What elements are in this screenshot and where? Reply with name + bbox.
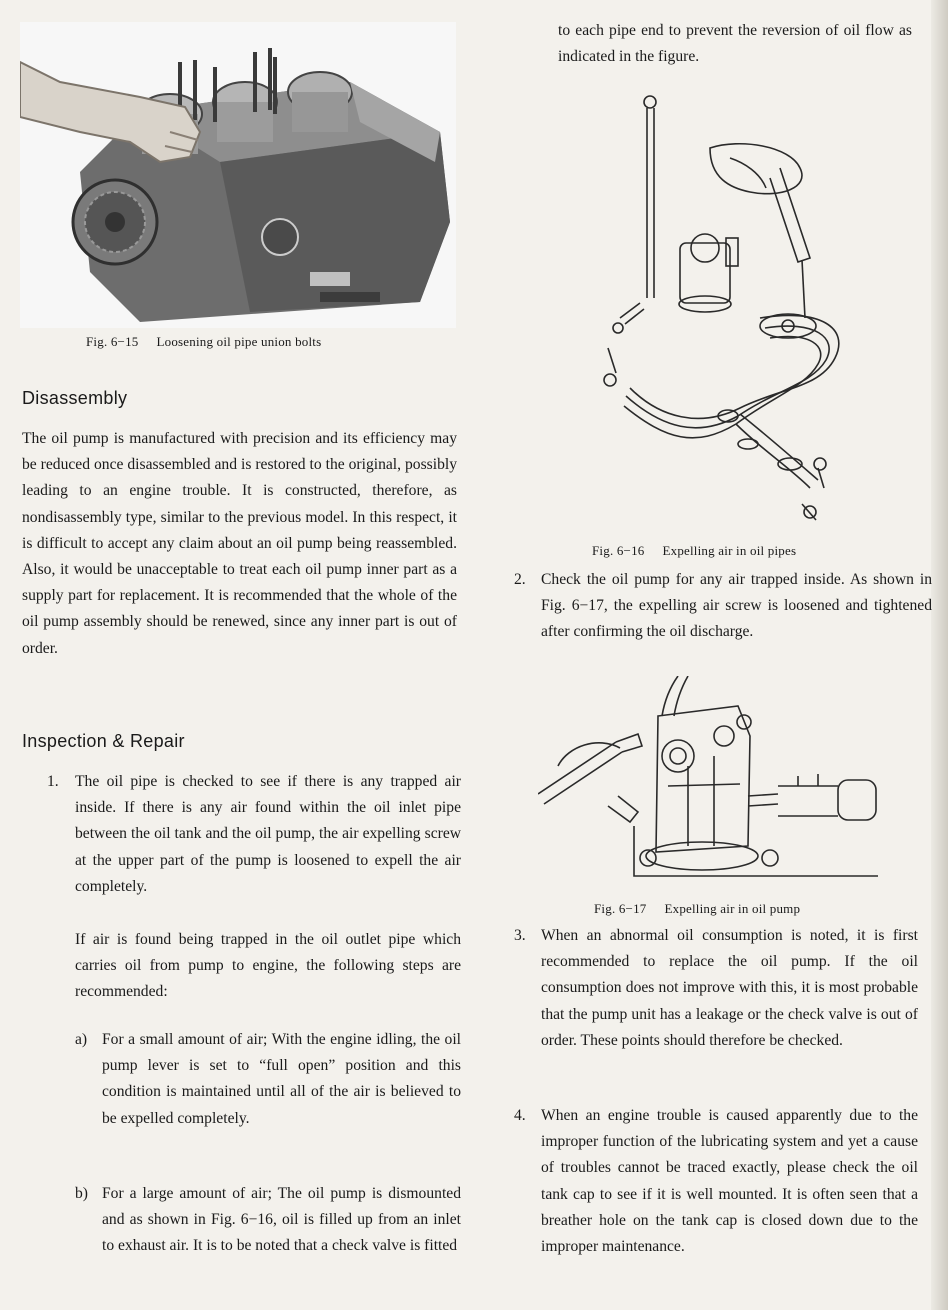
engine-crankcase-illustration <box>20 22 456 328</box>
figure-title: Loosening oil pipe union bolts <box>156 334 322 349</box>
figure-number: Fig. 6−16 <box>592 543 645 558</box>
sub-item-marker: b) <box>75 1185 88 1202</box>
fig-6-15-caption <box>86 334 321 350</box>
page-edge-shadow <box>931 0 948 1310</box>
list-item-1-continued <box>75 927 461 1007</box>
sub-item-text: For a small amount of air; With the engine idling, the oil pump lever is set to “full open” position and this condition is maintained until all of the air is believed to be expelled completely. <box>102 1031 461 1127</box>
disassembly-paragraph: The oil pump is manufactured with precision and its efficiency may be reduced once disassembled and is restored to the original, possibly leading to an engine trouble. It is constructed, therefore, as nondisassembly type, similar to the previous model. In this respect, it is difficult to accept any claim about an oil pump being reassembled. Also, it would be unacceptable to treat each oil pump inner part as a supply part for replacement. It is recommended that the whole of the oil pump assembly should be renewed, since any inner part is out of order. <box>22 430 457 657</box>
list-marker: 3. <box>514 927 526 944</box>
engine-photo <box>20 22 456 328</box>
list-item-text: When an engine trouble is caused apparently due to the improper function of the lubricating system and yet a cause of troubles cannot be traced exactly, please check the oil tank cap to see if it is well mounted. It is often seen that a breather hole on the tank cap is closed down due to the improper maintenance. <box>541 1107 918 1256</box>
list-marker: 1. <box>47 773 59 790</box>
list-item-1 <box>47 769 461 929</box>
list-marker: 4. <box>514 1107 526 1124</box>
figure-title: Expelling air in oil pipes <box>662 543 797 558</box>
fig-6-16-drawing <box>580 88 850 536</box>
list-item-text: If air is found being trapped in the oil outlet pipe which carries oil from pump to engine, the following steps are recommended: <box>75 931 461 1001</box>
list-marker: 2. <box>514 571 526 588</box>
list-item-text: When an abnormal oil consumption is noted, it is first recommended to replace the oil pump. If the oil consumption does not improve with this, it is most probable that the pump unit has a leakage or the check valve is out of order. These points should therefore be checked. <box>541 927 918 1049</box>
oil-pipes-diagram <box>580 88 850 536</box>
sub-item-b <box>75 1181 461 1291</box>
sub-item-a <box>75 1027 461 1167</box>
inspection-heading: Inspection & Repair <box>22 731 185 751</box>
fig-6-17-drawing <box>538 676 894 886</box>
list-item-text: The oil pipe is checked to see if there is any trapped air inside. If there is any air found within the oil inlet pipe between the oil tank and the oil pump, the air expelling screw at the upper part of the pump is loosened to expell the air completely. <box>75 773 461 895</box>
figure-number: Fig. 6−17 <box>594 901 647 916</box>
sub-item-text: For a large amount of air; The oil pump is dismounted and as shown in Fig. 6−16, oil is filled up from an inlet to exhaust air. It is to be noted that a check valve is fitted <box>102 1185 461 1255</box>
fig-6-17-caption <box>594 901 800 917</box>
sub-item-marker: a) <box>75 1031 88 1048</box>
figure-number: Fig. 6−15 <box>86 334 139 349</box>
list-item-3 <box>514 923 918 1083</box>
continued-paragraph: to each pipe end to prevent the reversion of oil flow as indicated in the figure. <box>558 22 912 66</box>
figure-title: Expelling air in oil pump <box>664 901 801 916</box>
list-item-text: Check the oil pump for any air trapped inside. As shown in Fig. 6−17, the expelling air screw is loosened and tightened after confirming the oil discharge. <box>541 571 932 641</box>
oil-pump-diagram <box>538 676 894 886</box>
list-item-4 <box>514 1103 918 1293</box>
fig-6-16-caption <box>592 543 796 559</box>
disassembly-heading: Disassembly <box>22 388 128 408</box>
list-item-2 <box>514 567 932 677</box>
